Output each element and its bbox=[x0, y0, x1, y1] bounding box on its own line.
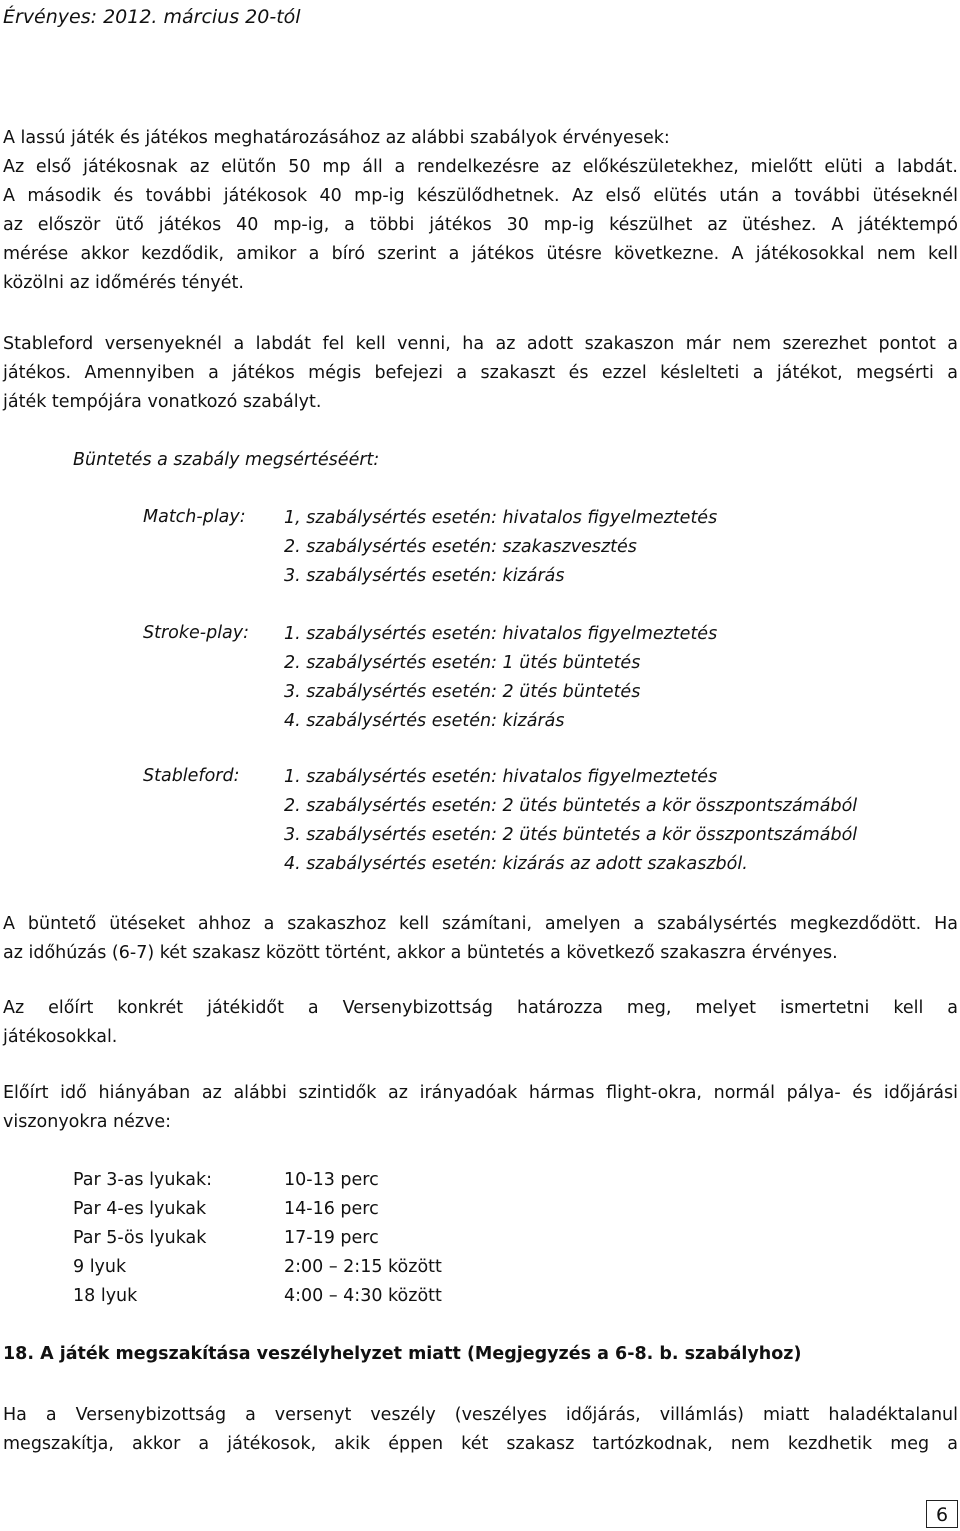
time-label: Par 4-es lyukak bbox=[73, 1199, 207, 1219]
stroke-play-list bbox=[284, 620, 717, 736]
guide-line: Előírt idő hiányában az alábbi szintidők az irányadóak hármas flight-okra, normál pálya- és időjárási bbox=[3, 1083, 958, 1103]
validity-header: Érvényes: 2012. március 20-tól bbox=[3, 6, 301, 28]
stableford-list bbox=[284, 763, 857, 879]
stableford-label: Stableford: bbox=[143, 766, 240, 786]
time-labels bbox=[73, 1166, 212, 1311]
section-18-line: megszakítja, akkor a játékosok, akik éppen két szakasz tartózkodnak, nem kezdhetik meg a bbox=[3, 1434, 958, 1454]
penalty-note-line: A büntető ütéseket ahhoz a szakaszhoz kell számítani, amelyen a szabálysértés megkezdődött. Ha bbox=[3, 914, 958, 934]
penalty-item: 4. szabálysértés esetén: kizárás az adott szakaszból. bbox=[284, 854, 748, 874]
time-value: 10-13 perc bbox=[284, 1170, 379, 1190]
committee-paragraph bbox=[3, 994, 958, 1052]
penalty-heading: Büntetés a szabály megsértéséért: bbox=[73, 450, 380, 470]
penalty-note-paragraph bbox=[3, 910, 958, 968]
intro-line: az először ütő játékos 40 mp-ig, a többi játékos 30 mp-ig készülhet az ütéshez. A játéktempó bbox=[3, 215, 958, 235]
section-18-paragraph bbox=[3, 1401, 958, 1459]
time-value: 14-16 perc bbox=[284, 1199, 379, 1219]
match-play-label: Match-play: bbox=[143, 507, 246, 527]
committee-line: Az előírt konkrét játékidőt a Versenybizottság határozza meg, melyet ismertetni kell a bbox=[3, 998, 958, 1018]
time-value: 17-19 perc bbox=[284, 1228, 379, 1248]
stableford-line: játék tempójára vonatkozó szabályt. bbox=[3, 392, 322, 412]
penalty-item: 4. szabálysértés esetén: kizárás bbox=[284, 711, 565, 731]
penalty-item: 1. szabálysértés esetén: hivatalos figyelmeztetés bbox=[284, 767, 718, 787]
stableford-line: Stableford versenyeknél a labdát fel kell venni, ha az adott szakaszon már nem szerezhet pontot a bbox=[3, 334, 958, 354]
guide-paragraph bbox=[3, 1079, 958, 1137]
match-play-list bbox=[284, 504, 717, 591]
time-value: 4:00 – 4:30 között bbox=[284, 1286, 442, 1306]
penalty-item: 3. szabálysértés esetén: kizárás bbox=[284, 566, 565, 586]
stroke-play-label: Stroke-play: bbox=[143, 623, 250, 643]
time-label: 18 lyuk bbox=[73, 1286, 138, 1306]
time-label: 9 lyuk bbox=[73, 1257, 127, 1277]
penalty-item: 2. szabálysértés esetén: 1 ütés büntetés bbox=[284, 653, 641, 673]
intro-line: A lassú játék és játékos meghatározásához az alábbi szabályok érvényesek: bbox=[3, 128, 670, 148]
guide-line: viszonyokra nézve: bbox=[3, 1112, 172, 1132]
intro-line: Az első játékosnak az elütőn 50 mp áll a rendelkezésre az előkészületekhez, mielőtt elüti a labdát. bbox=[3, 157, 958, 177]
penalty-item: 1, szabálysértés esetén: hivatalos figyelmeztetés bbox=[284, 508, 718, 528]
section-18-title: 18. A játék megszakítása veszélyhelyzet miatt (Megjegyzés a 6-8. b. szabályhoz) bbox=[3, 1344, 802, 1364]
intro-line: A második és további játékosok 40 mp-ig készülődhetnek. Az első elütés után a további ütéseknél bbox=[3, 186, 958, 206]
page-number: 6 bbox=[926, 1500, 958, 1528]
intro-line: közölni az időmérés tényét. bbox=[3, 273, 244, 293]
penalty-item: 2. szabálysértés esetén: 2 ütés büntetés a kör összpontszámából bbox=[284, 796, 858, 816]
time-label: Par 5-ös lyukak bbox=[73, 1228, 207, 1248]
time-values bbox=[284, 1166, 442, 1311]
committee-line: játékosokkal. bbox=[3, 1027, 118, 1047]
penalty-note-line: az időhúzás (6-7) két szakasz között történt, akkor a büntetés a következő szakaszra érvényes. bbox=[3, 943, 838, 963]
section-18-line: Ha a Versenybizottság a versenyt veszély (veszélyes időjárás, villámlás) miatt haladéktalanul bbox=[3, 1405, 958, 1425]
intro-line: mérése akkor kezdődik, amikor a bíró szerint a játékos ütésre következne. A játékosokkal nem kell bbox=[3, 244, 958, 264]
penalty-item: 1. szabálysértés esetén: hivatalos figyelmeztetés bbox=[284, 624, 718, 644]
time-value: 2:00 – 2:15 között bbox=[284, 1257, 442, 1277]
intro-paragraph bbox=[3, 124, 958, 298]
stableford-paragraph bbox=[3, 330, 958, 417]
penalty-item: 3. szabálysértés esetén: 2 ütés büntetés a kör összpontszámából bbox=[284, 825, 858, 845]
penalty-item: 3. szabálysértés esetén: 2 ütés büntetés bbox=[284, 682, 641, 702]
penalty-item: 2. szabálysértés esetén: szakaszvesztés bbox=[284, 537, 637, 557]
stableford-line: játékos. Amennyiben a játékos mégis befejezi a szakaszt és ezzel késlelteti a játékot, megsérti a bbox=[3, 363, 958, 383]
time-label: Par 3-as lyukak: bbox=[73, 1170, 212, 1190]
